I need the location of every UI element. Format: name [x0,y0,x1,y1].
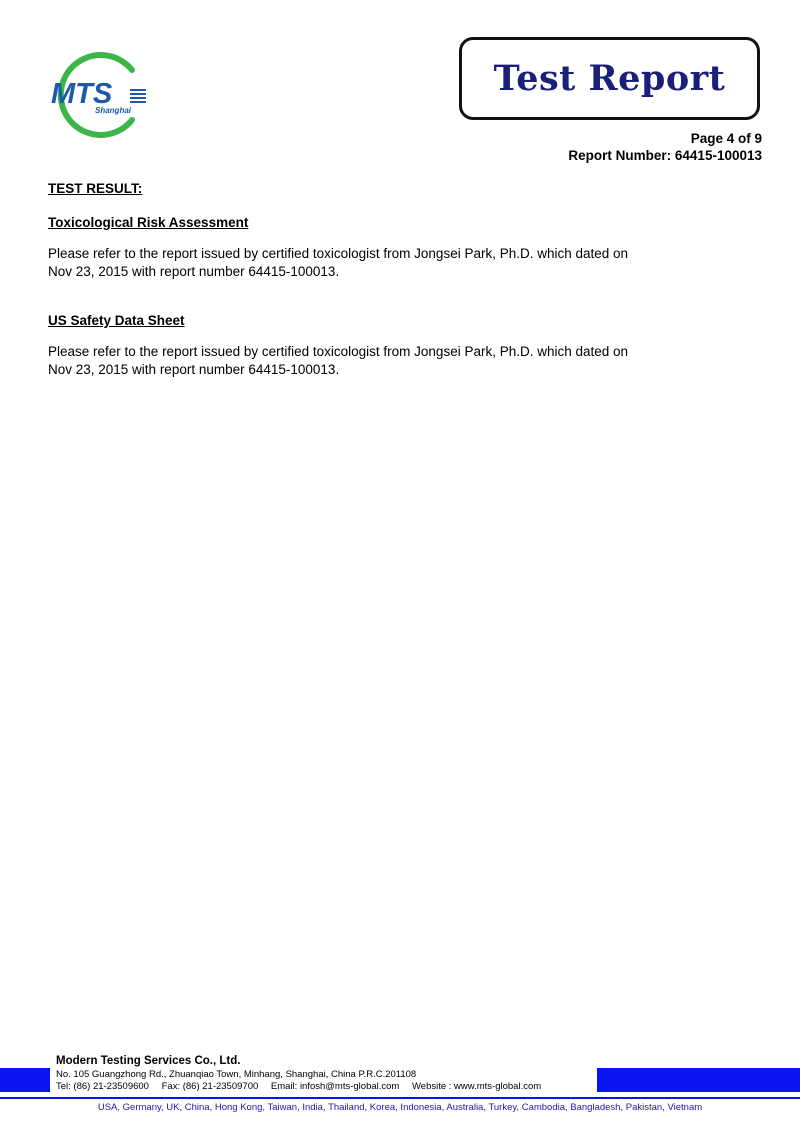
section-title: TEST RESULT: [48,181,143,196]
footer-email: Email: infosh@mts-global.com [270,1081,400,1092]
footer-website: Website : www.mts-global.com [411,1081,542,1092]
footer-divider [0,1097,800,1099]
report-content [48,180,748,379]
report-title: Test Report [493,58,726,99]
report-number-line [568,147,762,164]
footer-company: Modern Testing Services Co., Ltd. [56,1055,241,1067]
logo-subtext: Shanghai [95,106,132,115]
footer-address: No. 105 Guangzhong Rd., Zhuanqiao Town, Minhang, Shanghai, China P.R.C.201108 [56,1069,417,1080]
footer-tel: Tel: (86) 21-23509600 [56,1081,149,1092]
logo-text: MTS [51,78,113,110]
report-number: 64415-100013 [674,148,762,163]
toxicological-line-1: Please refer to the report issued by certified toxicologist from Jongsei Park, Ph.D. which dated on [48,246,629,261]
mts-logo [48,48,152,140]
toxicological-line-2: Nov 23, 2015 with report number 64415-100013. [48,264,340,279]
page-number: Page 4 of 9 [690,131,762,146]
footer-bar-left [0,1068,50,1092]
footer-contacts [56,1081,541,1093]
footer-fax: Fax: (86) 21-23509700 [161,1081,259,1092]
page-meta [568,130,762,164]
toxicological-heading: Toxicological Risk Assessment [48,215,249,230]
report-title-box [459,37,760,120]
footer-bar-right [597,1068,800,1092]
mts-logo-icon [48,48,152,140]
sds-line-1: Please refer to the report issued by certified toxicologist from Jongsei Park, Ph.D. which dated on [48,344,629,359]
footer-countries: USA, Germany, UK, China, Hong Kong, Taiwan, India, Thailand, Korea, Indonesia, Australia, Turkey, Cambodia, Bangladesh, Pakistan, Vietnam [97,1102,703,1113]
footer [0,1054,800,1114]
sds-line-2: Nov 23, 2015 with report number 64415-100013. [48,362,340,377]
report-number-label: Report Number: [568,148,672,163]
sds-heading: US Safety Data Sheet [48,313,185,328]
